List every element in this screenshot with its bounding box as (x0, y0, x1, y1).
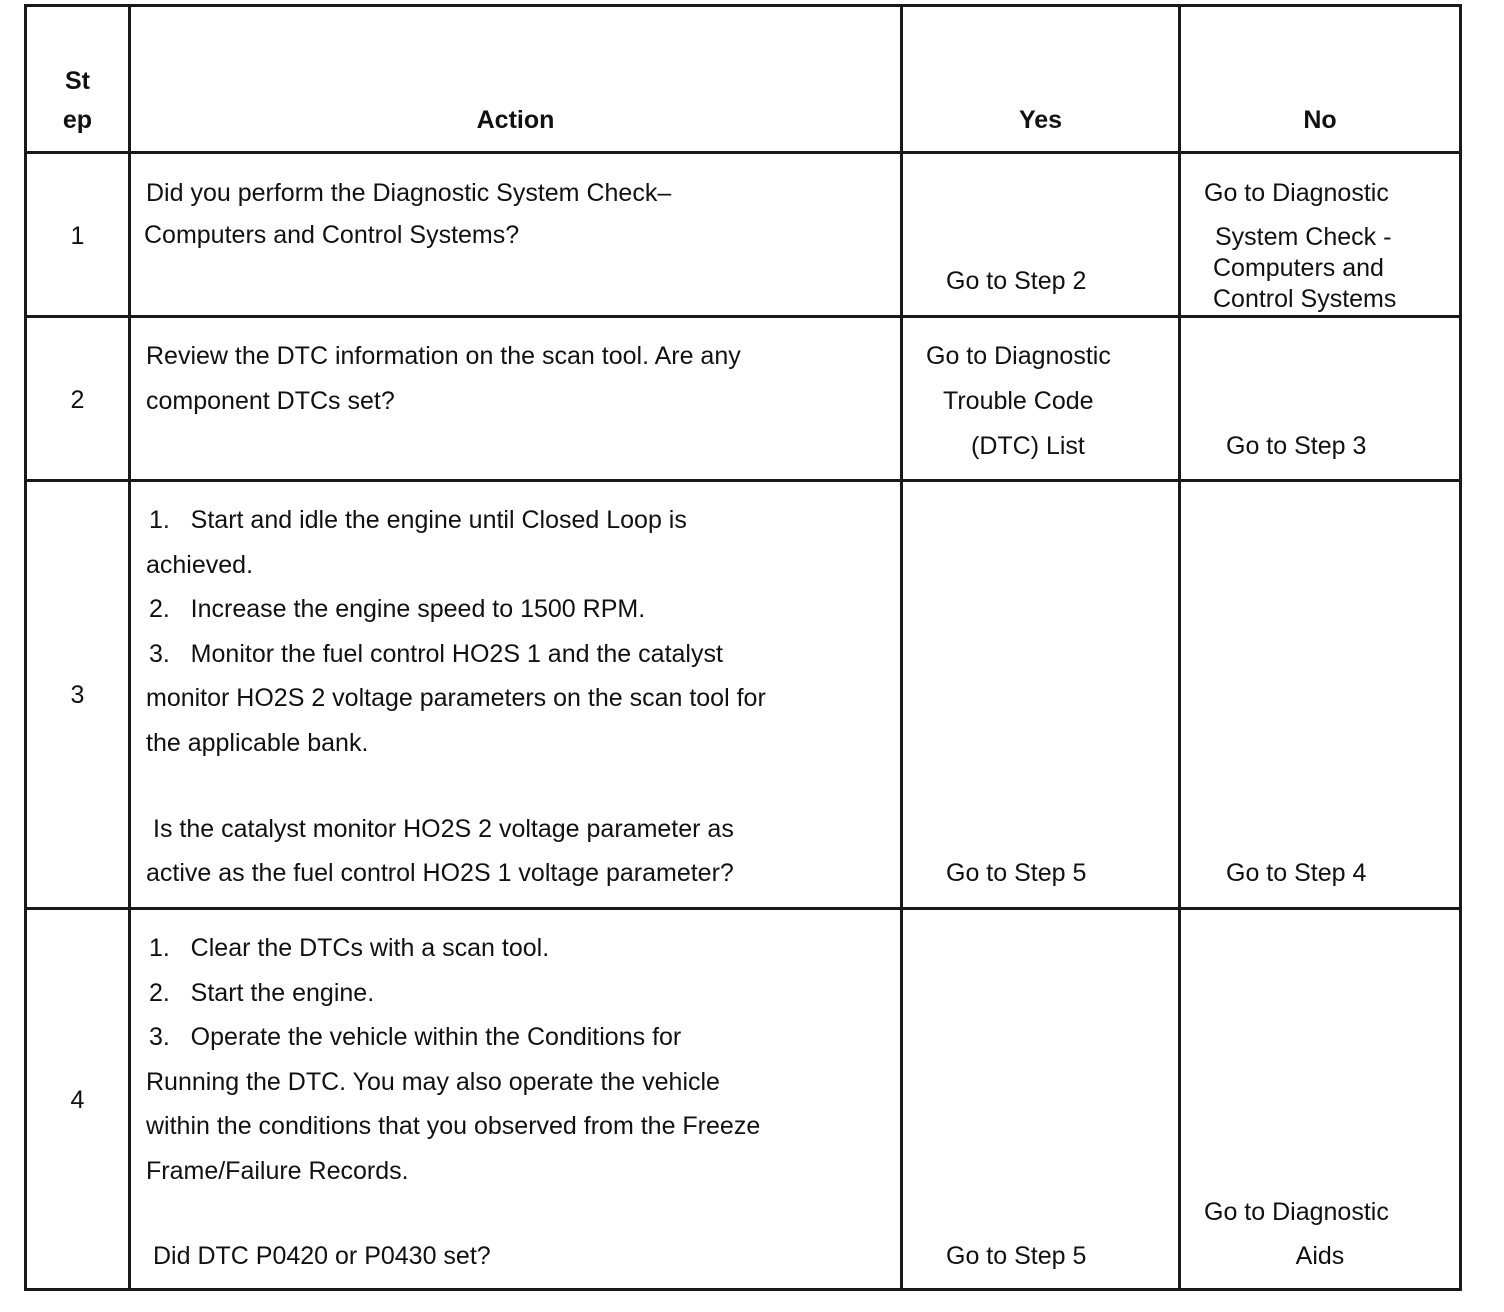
action-text: Did DTC P0420 or P0430 set? (153, 1242, 491, 1270)
action-text: 3. Operate the vehicle within the Conditions for (149, 1023, 682, 1051)
no-result: Control Systems (1213, 285, 1397, 313)
row-divider (27, 151, 1459, 154)
action-text: Frame/Failure Records. (146, 1157, 409, 1185)
action-text: Did you perform the Diagnostic System Check– (146, 179, 672, 207)
no-result: Aids (1295, 1242, 1345, 1270)
step-number: 2 (70, 386, 85, 414)
action-text: active as the fuel control HO2S 1 voltage parameter? (146, 859, 734, 887)
row-divider (27, 479, 1459, 482)
step-number: 4 (70, 1086, 85, 1114)
action-text: Running the DTC. You may also operate the vehicle (146, 1068, 720, 1096)
no-result: Go to Diagnostic (1204, 1198, 1389, 1226)
no-result: Go to Step 3 (1226, 432, 1367, 460)
action-text: within the conditions that you observed from the Freeze (146, 1112, 761, 1140)
action-text: Review the DTC information on the scan tool. Are any (146, 342, 741, 370)
row-divider (27, 315, 1459, 318)
action-text: the applicable bank. (146, 729, 369, 757)
action-text: 2. Start the engine. (149, 979, 375, 1007)
no-result: Computers and (1213, 254, 1384, 282)
yes-result: Trouble Code (943, 387, 1094, 415)
action-text: 3. Monitor the fuel control HO2S 1 and the catalyst (149, 640, 723, 668)
action-text: Computers and Control Systems? (144, 221, 520, 249)
column-divider (128, 7, 131, 1288)
action-text: 1. Start and idle the engine until Closed Loop is (149, 506, 687, 534)
no-result: System Check - (1215, 223, 1392, 251)
no-result: Go to Step 4 (1226, 859, 1367, 887)
yes-result: (DTC) List (971, 432, 1085, 460)
action-text: monitor HO2S 2 voltage parameters on the scan tool for (146, 684, 766, 712)
no-result: Go to Diagnostic (1204, 179, 1389, 207)
action-text: achieved. (146, 551, 254, 579)
action-text: 2. Increase the engine speed to 1500 RPM. (149, 595, 646, 623)
yes-result: Go to Step 5 (946, 1242, 1087, 1270)
yes-result: Go to Diagnostic (926, 342, 1111, 370)
diagnostic-table (24, 4, 1462, 1291)
column-divider (900, 7, 903, 1288)
yes-result: Go to Step 5 (946, 859, 1087, 887)
header-action: Action (476, 106, 555, 134)
header-no: No (1303, 106, 1337, 134)
column-divider (1178, 7, 1181, 1288)
row-divider (27, 907, 1459, 910)
action-text: 1. Clear the DTCs with a scan tool. (149, 934, 550, 962)
header-step-line2: ep (62, 106, 93, 134)
action-text: component DTCs set? (146, 387, 395, 415)
step-number: 3 (70, 681, 85, 709)
yes-result: Go to Step 2 (946, 267, 1087, 295)
step-number: 1 (70, 222, 85, 250)
action-text: Is the catalyst monitor HO2S 2 voltage parameter as (153, 815, 734, 843)
header-yes: Yes (1018, 106, 1063, 134)
header-step-line1: St (65, 67, 90, 95)
